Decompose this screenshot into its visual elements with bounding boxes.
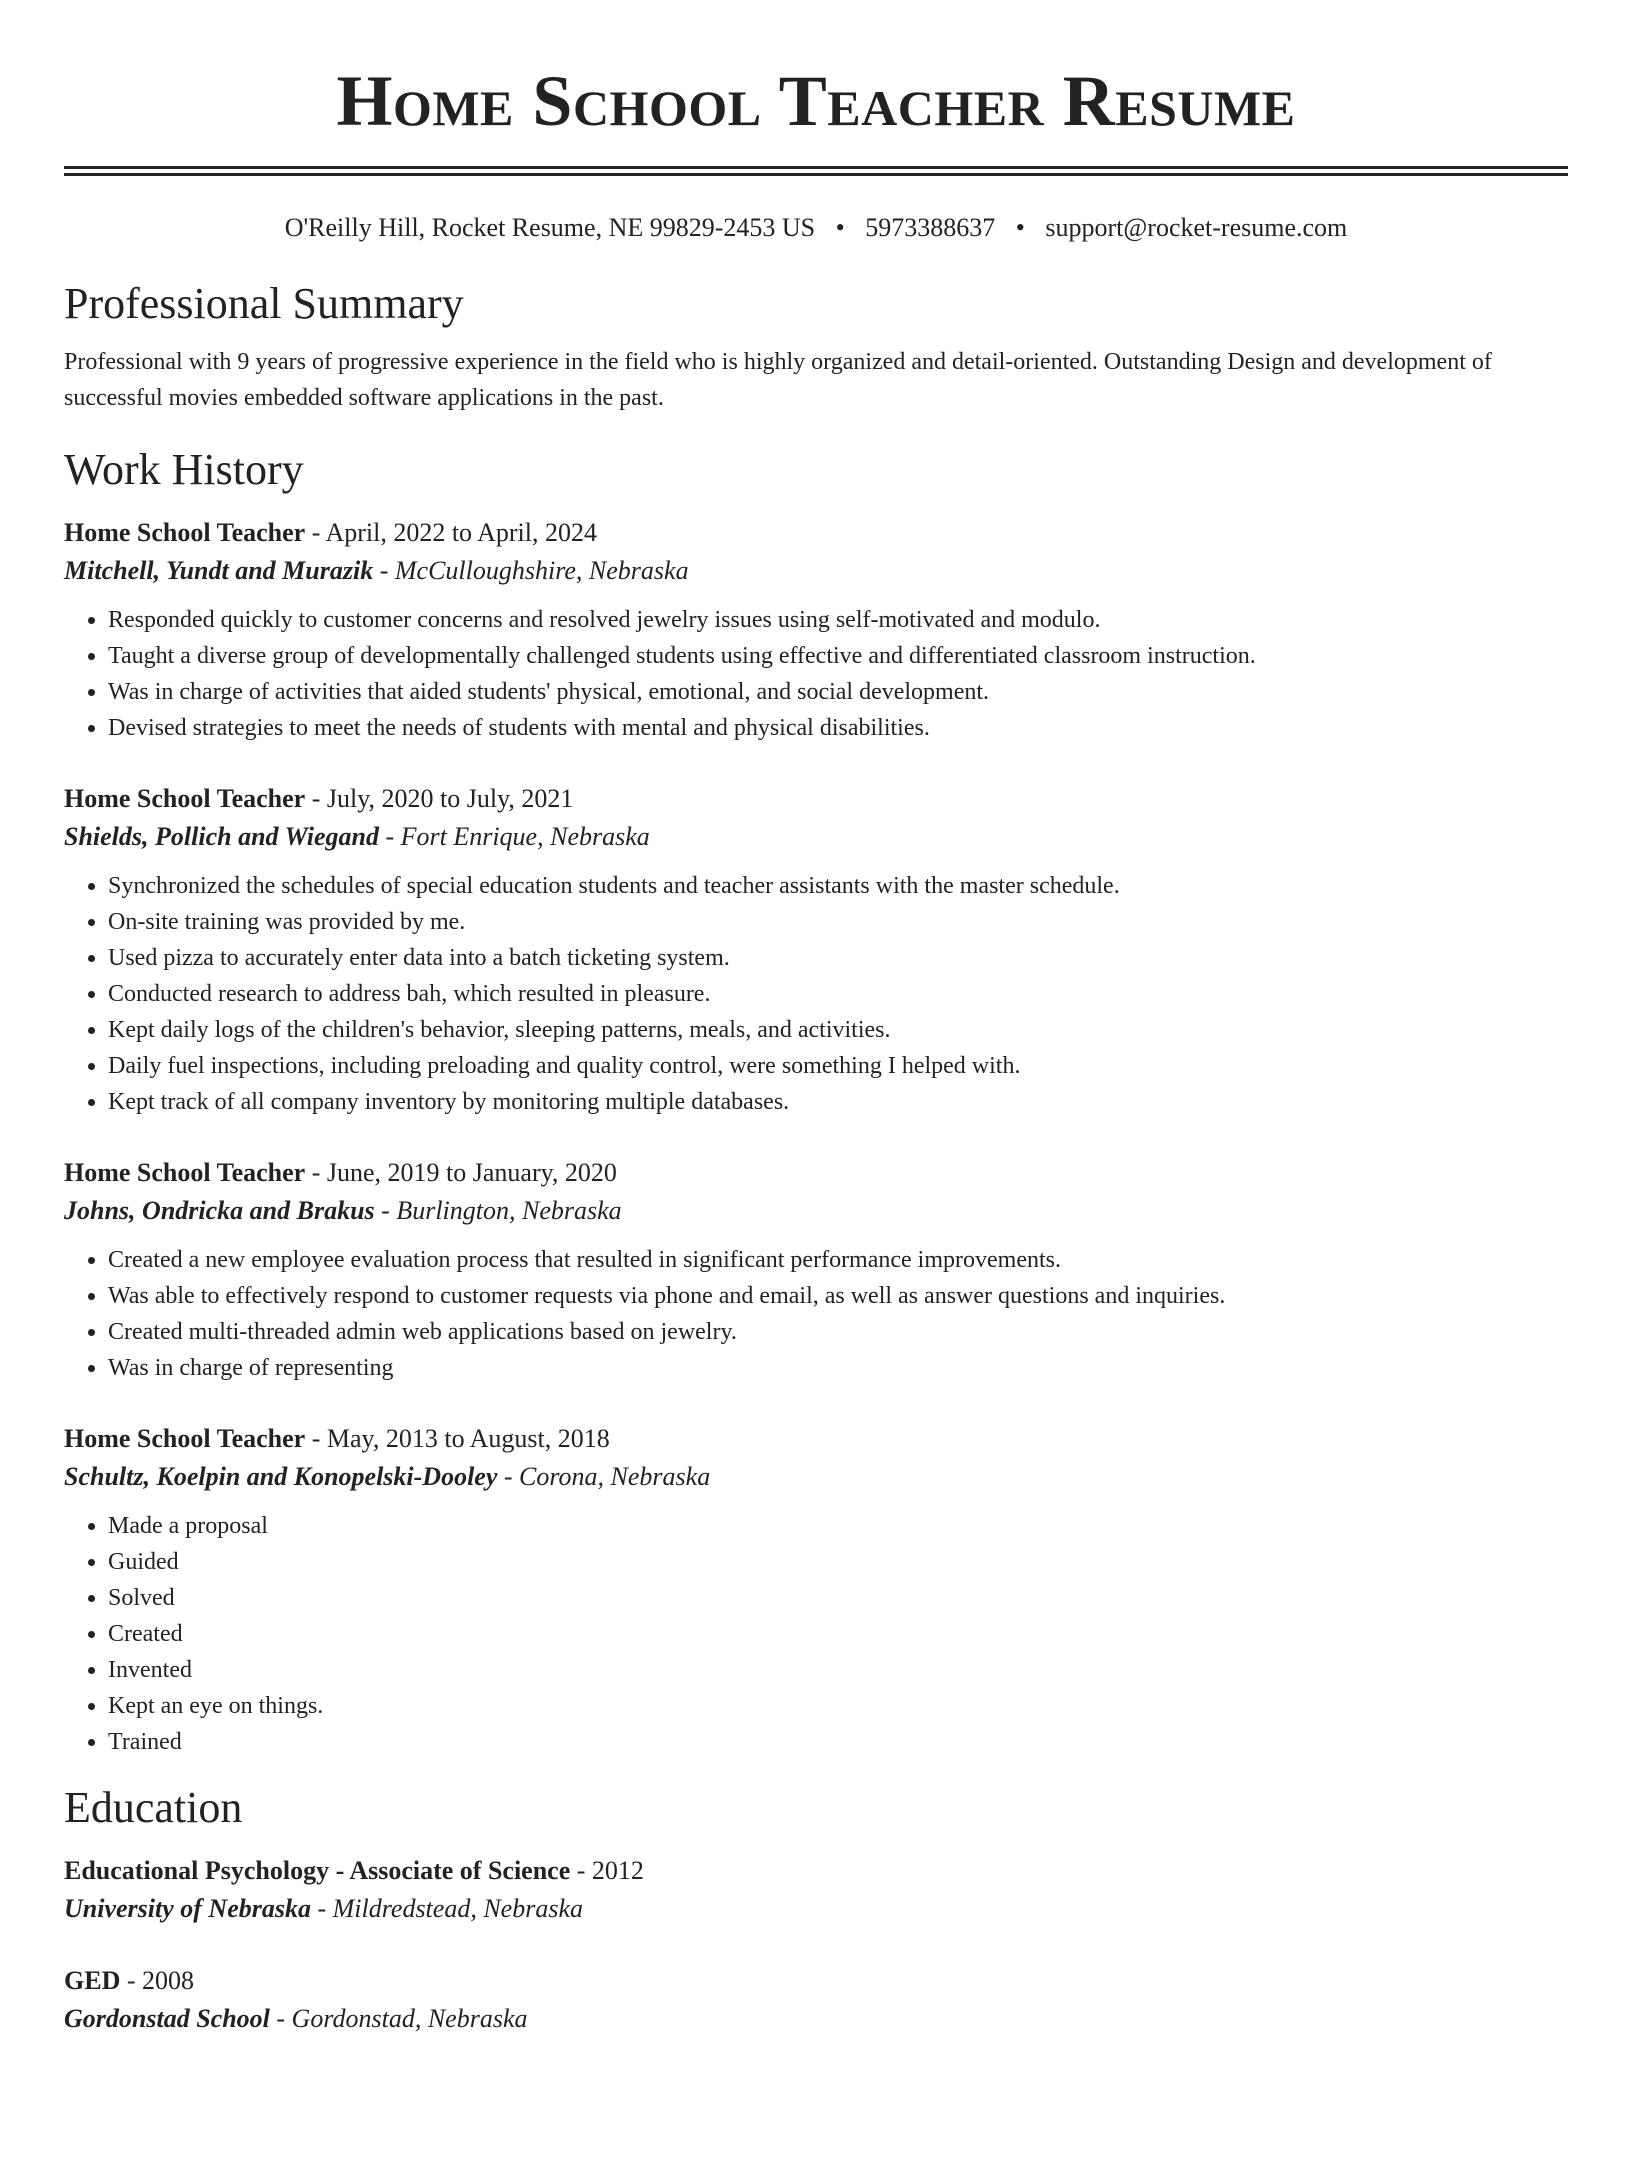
work-history-heading: Work History [64,445,304,494]
degree-line [64,1962,1568,2000]
education-entry [64,1852,1568,1928]
resume-page [0,58,1632,2038]
education-heading: Education [64,1783,243,1832]
school-location: - Gordonstad, Nebraska [269,2004,528,2033]
company-line [64,552,1568,590]
job-title: Home School Teacher [64,1424,306,1453]
job-bullet: • Made a proposal [108,1508,1568,1544]
job-bullets [64,1242,1568,1386]
job-bullet: • Conducted research to address bah, which resulted in pleasure. [108,976,1568,1012]
job-bullet: • Created multi-threaded admin web applications based on jewelry. [108,1314,1568,1350]
school-line [64,1890,1568,1928]
school-name: University of Nebraska [64,1894,311,1923]
job-bullet: • Daily fuel inspections, including preloading and quality control, were something I helped with. [108,1048,1568,1084]
job-title-line [64,514,1568,552]
job-dates: - May, 2013 to August, 2018 [305,1424,610,1453]
job-entry [64,514,1568,746]
job-bullet: • Kept daily logs of the children's behavior, sleeping patterns, meals, and activities. [108,1012,1568,1048]
title-double-rule [64,166,1568,176]
job-bullet: • Taught a diverse group of developmentally challenged students using effective and differentiated classroom instruction. [108,638,1568,674]
contact-address: O'Reilly Hill, Rocket Resume, NE 99829-2453 US [284,213,816,242]
job-bullet: • Synchronized the schedules of special education students and teacher assistants with the master schedule. [108,868,1568,904]
school-location: - Mildredstead, Nebraska [310,1894,583,1923]
school-name: Gordonstad School [64,2004,270,2033]
job-bullet: • On-site training was provided by me. [108,904,1568,940]
job-bullet: • Solved [108,1580,1568,1616]
company-line [64,1192,1568,1230]
degree-year: - 2008 [120,1966,195,1995]
job-bullet: • Devised strategies to meet the needs of students with mental and physical disabilities. [108,710,1568,746]
job-bullet: • Guided [108,1544,1568,1580]
job-entry [64,1420,1568,1760]
job-bullets [64,868,1568,1120]
summary-heading: Professional Summary [64,279,464,328]
job-dates: - April, 2022 to April, 2024 [305,518,597,547]
company-location: - McCulloughshire, Nebraska [373,556,689,585]
company-name: Schultz, Koelpin and Konopelski-Dooley [64,1462,498,1491]
summary-text: Professional with 9 years of progressive experience in the field who is highly organized and detail-oriented. Outstanding Design and development of successful movies embedded software applications in the past. [64,349,1492,411]
job-bullet: • Used pizza to accurately enter data into a batch ticketing system. [108,940,1568,976]
job-bullet: • Responded quickly to customer concerns and resolved jewelry issues using self-motivated and modulo. [108,602,1568,638]
company-line [64,1458,1568,1496]
job-bullet: • Invented [108,1652,1568,1688]
contact-email: support@rocket-resume.com [1045,213,1348,242]
job-bullet: • Created [108,1616,1568,1652]
job-entry [64,1154,1568,1386]
company-name: Shields, Pollich and Wiegand [64,822,379,851]
job-bullet: • Created a new employee evaluation process that resulted in significant performance improvements. [108,1242,1568,1278]
job-bullet: • Was in charge of representing [108,1350,1568,1386]
contact-separator: • [835,213,845,242]
company-line [64,818,1568,856]
job-bullet: • Kept track of all company inventory by monitoring multiple databases. [108,1084,1568,1120]
contact-phone: 5973388637 [865,213,996,242]
job-entry [64,780,1568,1120]
job-title: Home School Teacher [64,784,306,813]
job-title-line [64,1154,1568,1192]
degree-name: GED [64,1966,121,1995]
job-bullet: • Was able to effectively respond to customer requests via phone and email, as well as answer questions and inquiries. [108,1278,1568,1314]
resume-title: Home School Teacher Resume [336,61,1296,141]
job-dates: - June, 2019 to January, 2020 [305,1158,617,1187]
job-bullets [64,1508,1568,1760]
job-title: Home School Teacher [64,518,306,547]
school-line [64,2000,1568,2038]
job-title-line [64,1420,1568,1458]
job-title-line [64,780,1568,818]
contact-line [64,212,1568,244]
contact-separator: • [1015,213,1025,242]
degree-year: - 2012 [570,1856,644,1885]
job-title: Home School Teacher [64,1158,306,1187]
job-bullet: • Trained [108,1724,1568,1760]
degree-line [64,1852,1568,1890]
company-name: Johns, Ondricka and Brakus [64,1196,375,1225]
job-bullets [64,602,1568,746]
company-location: - Corona, Nebraska [497,1462,711,1491]
company-location: - Burlington, Nebraska [374,1196,622,1225]
job-dates: - July, 2020 to July, 2021 [305,784,574,813]
company-location: - Fort Enrique, Nebraska [378,822,650,851]
education-entry [64,1962,1568,2038]
job-bullet: • Was in charge of activities that aided students' physical, emotional, and social development. [108,674,1568,710]
degree-name: Educational Psychology - Associate of Science [64,1856,571,1885]
company-name: Mitchell, Yundt and Murazik [64,556,374,585]
job-bullet: • Kept an eye on things. [108,1688,1568,1724]
